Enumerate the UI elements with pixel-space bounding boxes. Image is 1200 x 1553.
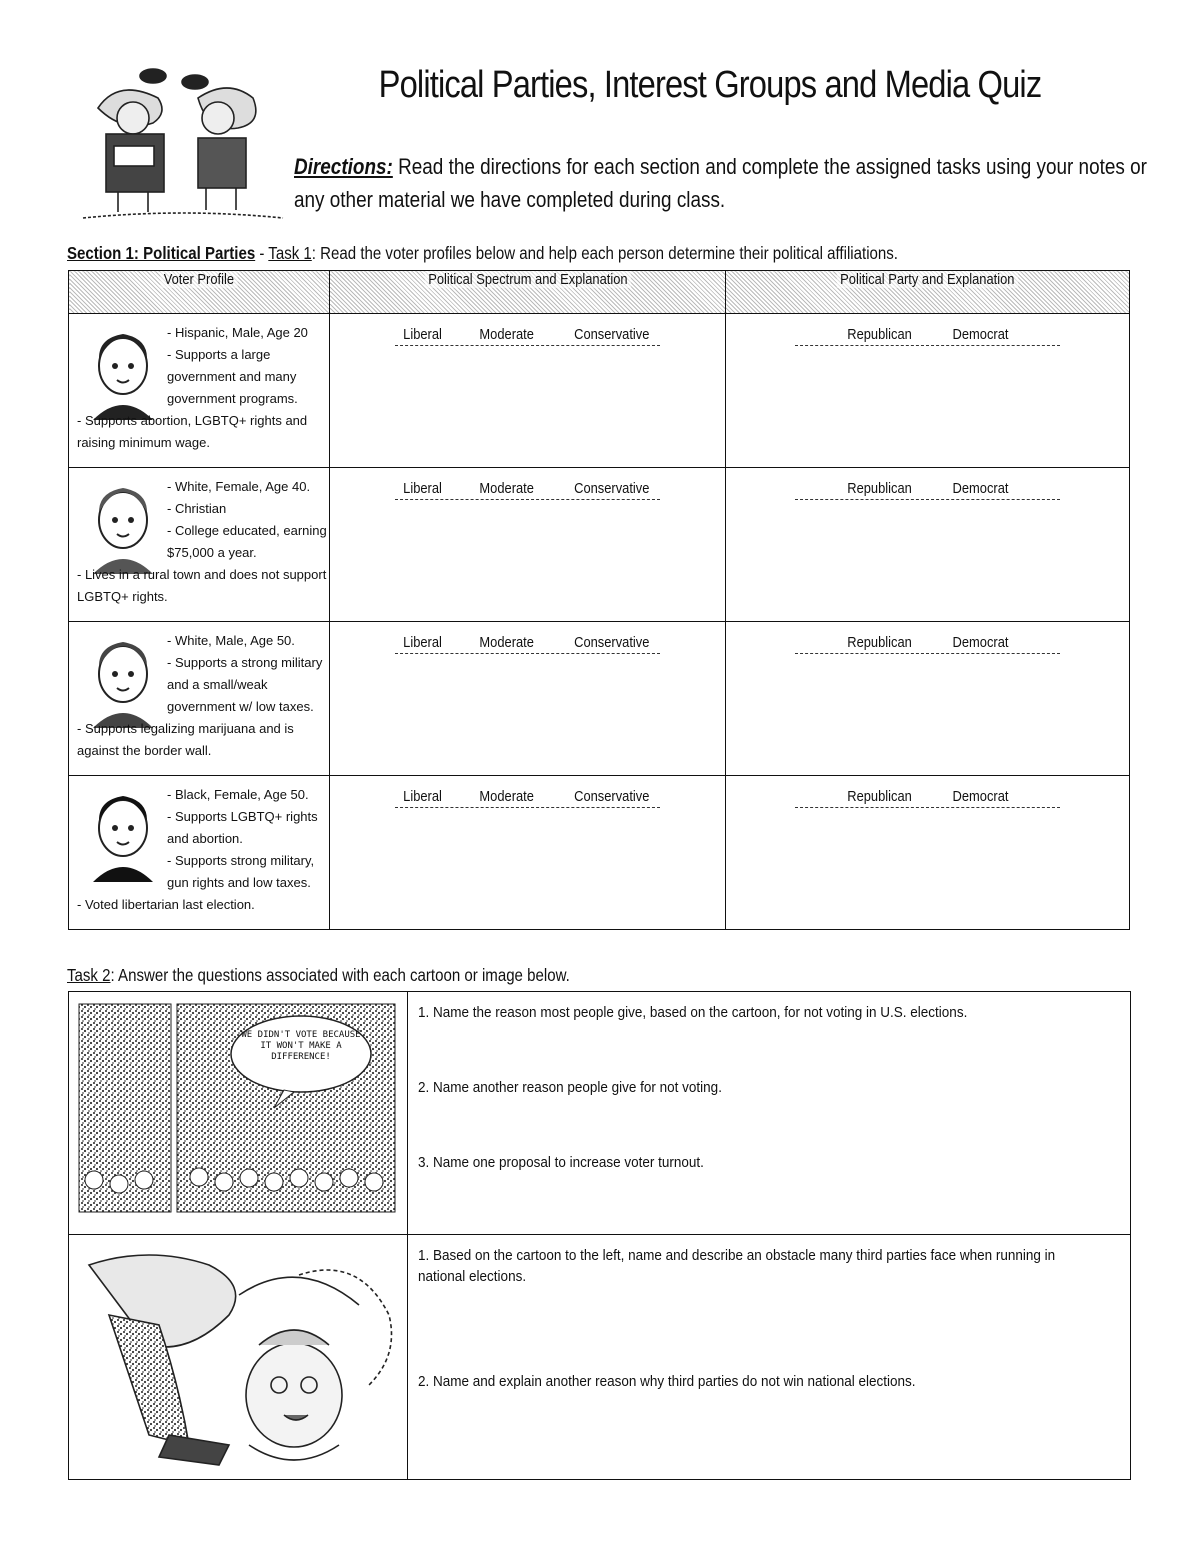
cartoon-1-questions — [408, 992, 1131, 1235]
header-political-spectrum — [330, 271, 726, 314]
spectrum-option[interactable]: Moderate — [478, 634, 534, 651]
voter-apathy-cartoon-image — [69, 992, 408, 1234]
spectrum-option[interactable]: Conservative — [574, 788, 650, 805]
spectrum-option[interactable]: Moderate — [478, 326, 534, 343]
header-label: Political Party and Explanation — [837, 271, 1018, 288]
voter-profile-line: - Lives in a rural town and does not support LGBTQ+ rights. — [77, 567, 327, 604]
question-1-1: 1. Name the reason most people give, based on the cartoon, for not voting in U.S. elections. — [418, 1004, 968, 1021]
header-label: Voter Profile — [160, 271, 237, 288]
spectrum-option[interactable]: Liberal — [402, 634, 442, 651]
cartoon-row-2 — [69, 1235, 1131, 1480]
spectrum-option[interactable]: Moderate — [478, 480, 534, 497]
directions-label: Directions: — [294, 154, 393, 179]
spectrum-option[interactable]: Liberal — [402, 326, 442, 343]
task2-heading — [67, 965, 570, 986]
section1-title: Section 1: Political Parties — [67, 243, 256, 263]
spectrum-option[interactable]: Moderate — [478, 788, 534, 805]
directions-text: Read the directions for each section and complete the assigned tasks using your notes or any other material we have completed during class. — [294, 154, 1147, 212]
directions — [294, 150, 1154, 216]
voter-profile-line: - Supports abortion, LGBTQ+ rights and raising minimum wage. — [77, 413, 308, 450]
header-label: Political Spectrum and Explanation — [424, 271, 630, 288]
header-cartoon-image — [78, 68, 288, 226]
spectrum-option[interactable]: Liberal — [402, 480, 442, 497]
voter-profile-line: - Black, Female, Age 50. — [167, 787, 309, 802]
task2-label: Task 2 — [67, 965, 111, 985]
political-party-cell[interactable] — [726, 468, 1130, 622]
cartoon-2-cell — [69, 1235, 408, 1480]
voter-profile-line: - College educated, earning $75,000 a year. — [167, 523, 327, 560]
cartoon-row-1 — [69, 992, 1131, 1235]
voter-profile-line: - White, Male, Age 50. — [167, 633, 295, 648]
question-2-1: 1. Based on the cartoon to the left, name and describe an obstacle many third parties face when running in national elections. — [418, 1247, 1056, 1285]
cartoon-1-cell — [69, 992, 408, 1235]
voter-row — [69, 468, 1130, 622]
voter-profile-cell — [69, 622, 330, 776]
section1-separator: - — [255, 243, 269, 263]
party-option[interactable]: Democrat — [952, 788, 1008, 805]
political-spectrum-cell[interactable] — [330, 314, 726, 468]
party-answer-line — [795, 499, 1060, 500]
spectrum-option[interactable]: Liberal — [402, 788, 442, 805]
voter-profile-line: - Supports strong military, gun rights and low taxes. — [167, 853, 315, 890]
voter-profile-text — [77, 784, 329, 916]
task1-label: Task 1 — [268, 243, 312, 263]
voter-profile-line: - Supports LGBTQ+ rights and abortion. — [167, 809, 318, 846]
party-option[interactable]: Republican — [847, 788, 913, 805]
voter-profile-cell — [69, 776, 330, 930]
party-option[interactable]: Democrat — [952, 326, 1008, 343]
party-option[interactable]: Democrat — [952, 634, 1008, 651]
voter-profile-line: - Hispanic, Male, Age 20 — [167, 325, 308, 340]
voter-profile-line: - Christian — [167, 501, 227, 516]
political-spectrum-cell[interactable] — [330, 776, 726, 930]
party-option[interactable]: Democrat — [952, 480, 1008, 497]
voter-row — [69, 622, 1130, 776]
political-party-cell[interactable] — [726, 622, 1130, 776]
cartoon-speech-text: WE DIDN'T VOTE BECAUSE IT WON'T MAKE A DIFFERENCE! — [241, 1030, 361, 1062]
political-spectrum-cell[interactable] — [330, 468, 726, 622]
task2-instructions: : Answer the questions associated with each cartoon or image below. — [110, 965, 570, 985]
party-answer-line — [795, 807, 1060, 808]
header-voter-profile — [69, 271, 330, 314]
party-answer-line — [795, 653, 1060, 654]
party-answer-line — [795, 345, 1060, 346]
voter-profile-text — [77, 630, 329, 762]
page-title: Political Parties, Interest Groups and Media Quiz — [378, 64, 1042, 106]
voter-row — [69, 776, 1130, 930]
party-option[interactable]: Republican — [847, 326, 913, 343]
section1-heading — [67, 243, 898, 264]
voter-profile-line: - Voted libertarian last election. — [77, 897, 255, 912]
voter-row — [69, 314, 1130, 468]
spectrum-option[interactable]: Conservative — [574, 634, 650, 651]
cartoon-question-table — [68, 991, 1131, 1480]
voter-profile-cell — [69, 468, 330, 622]
task1-instructions: : Read the voter profiles below and help each person determine their political affiliations. — [311, 243, 898, 263]
spectrum-answer-line — [395, 807, 660, 808]
question-2-2: 2. Name and explain another reason why third parties do not win national elections. — [418, 1373, 916, 1390]
question-1-2: 2. Name another reason people give for not voting. — [418, 1079, 722, 1096]
voter-profile-line: - Supports legalizing marijuana and is against the border wall. — [77, 721, 294, 758]
table-header-row — [69, 271, 1130, 314]
party-option[interactable]: Republican — [847, 480, 913, 497]
third-party-cartoon-image — [69, 1235, 408, 1479]
voter-profile-table — [68, 270, 1130, 930]
spectrum-answer-line — [395, 653, 660, 654]
voter-profile-line: - Supports a strong military and a small/weak government w/ low taxes. — [167, 655, 323, 714]
political-party-cell[interactable] — [726, 776, 1130, 930]
voter-profile-line: - White, Female, Age 40. — [167, 479, 311, 494]
voter-profile-line: - Supports a large government and many government programs. — [167, 347, 298, 406]
spectrum-answer-line — [395, 499, 660, 500]
voter-profile-cell — [69, 314, 330, 468]
voter-profile-text — [77, 322, 329, 454]
political-spectrum-cell[interactable] — [330, 622, 726, 776]
question-1-3: 3. Name one proposal to increase voter turnout. — [418, 1154, 704, 1171]
spectrum-option[interactable]: Conservative — [574, 480, 650, 497]
spectrum-option[interactable]: Conservative — [574, 326, 650, 343]
voter-profile-text — [77, 476, 329, 608]
political-party-cell[interactable] — [726, 314, 1130, 468]
cartoon-2-questions — [408, 1235, 1131, 1480]
spectrum-answer-line — [395, 345, 660, 346]
party-option[interactable]: Republican — [847, 634, 913, 651]
header-political-party — [726, 271, 1130, 314]
